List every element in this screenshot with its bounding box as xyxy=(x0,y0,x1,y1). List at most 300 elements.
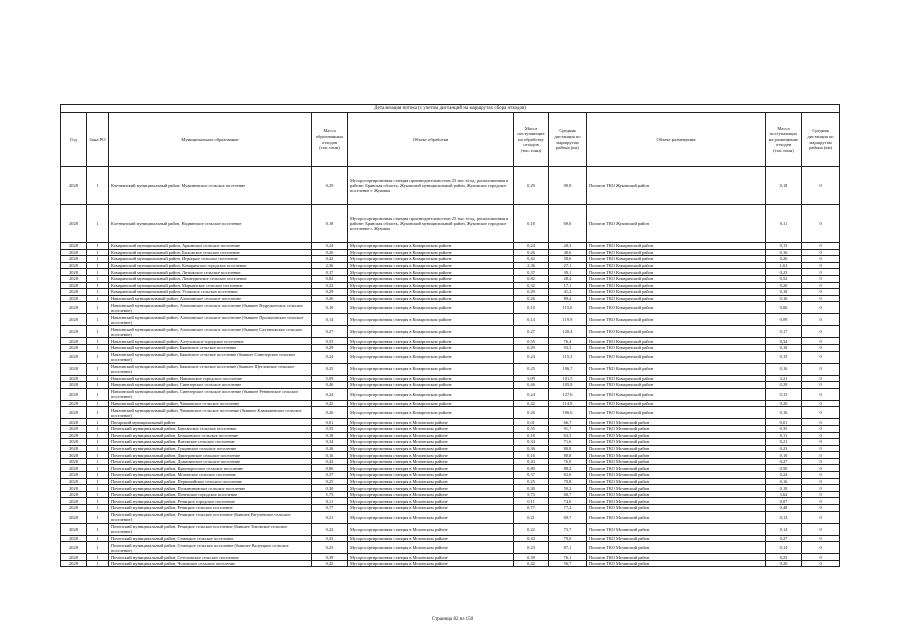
cell-disposal-facility: Полигон ТКО Комаричский район xyxy=(587,249,766,256)
cell-processing-distance: 74,0 xyxy=(549,498,587,505)
cell-processing-distance: 76,1 xyxy=(549,554,587,561)
cell-municipality: Навлинский муниципальный район, Алешинское сельское поселение (бывшее Пролысовское сельское поселение) xyxy=(109,314,312,326)
table-row xyxy=(61,560,840,567)
cell-disposal-distance: 0 xyxy=(802,407,840,419)
table-row xyxy=(61,256,840,263)
cell-processing-distance: 91,7 xyxy=(549,425,587,432)
cell-disposal-mass: 3,21 xyxy=(766,375,802,382)
cell-processing-facility: Мусоросортировочная станция в Мглинском районе xyxy=(348,511,514,523)
cell-year: 2028 xyxy=(61,295,87,302)
cell-processing-facility: Мусоросортировочная станция в Комаричском районе xyxy=(348,363,514,375)
cell-zone: 1 xyxy=(87,498,109,505)
table-row xyxy=(61,289,840,296)
page-number: Страница 82 из 150 xyxy=(431,617,474,622)
cell-generated-mass: 0,42 xyxy=(312,400,348,407)
table-row xyxy=(61,523,840,535)
cell-processing-facility: Мусоросортировочная станция в Мглинском районе xyxy=(348,458,514,465)
cell-processing-mass: 0,32 xyxy=(514,282,549,289)
table-row xyxy=(61,439,840,446)
cell-processing-facility: Мусоросортировочная станция в Комаричском районе xyxy=(348,326,514,338)
table-row xyxy=(61,432,840,439)
cell-processing-mass: 0,26 xyxy=(514,295,549,302)
cell-disposal-distance: 0 xyxy=(802,205,840,243)
cell-year: 2028 xyxy=(61,452,87,459)
cell-generated-mass: 0,10 xyxy=(312,302,348,314)
cell-processing-mass: 0,24 xyxy=(514,388,549,400)
cell-year: 2028 xyxy=(61,167,87,205)
cell-generated-mass: 0,25 xyxy=(312,363,348,375)
table-row xyxy=(61,400,840,407)
cell-generated-mass: 0,29 xyxy=(312,167,348,205)
cell-disposal-facility: Полигон ТКО Комаричский район xyxy=(587,275,766,282)
cell-generated-mass: 0,43 xyxy=(312,535,348,542)
cell-processing-mass: 0,55 xyxy=(514,425,549,432)
cell-year: 2028 xyxy=(61,314,87,326)
cell-generated-mass: 0,11 xyxy=(312,498,348,505)
cell-processing-distance: 90,9 xyxy=(549,167,587,205)
cell-year: 2028 xyxy=(61,523,87,535)
cell-disposal-distance: 0 xyxy=(802,419,840,426)
cell-municipality: Почепский муниципальный район, Речицкое городское поселение xyxy=(109,498,312,505)
cell-year: 2028 xyxy=(61,491,87,498)
cell-processing-distance: 56,7 xyxy=(549,560,587,567)
cell-disposal-mass: 0,27 xyxy=(766,535,802,542)
table-row xyxy=(61,375,840,382)
cell-disposal-mass: 1,61 xyxy=(766,262,802,269)
cell-disposal-mass: 0,07 xyxy=(766,498,802,505)
cell-disposal-mass: 0,13 xyxy=(766,511,802,523)
cell-year: 2028 xyxy=(61,388,87,400)
table-row xyxy=(61,465,840,472)
cell-municipality: Почепский муниципальный район, Доманичское сельское поселение xyxy=(109,458,312,465)
flow-detail-sheet xyxy=(60,104,839,567)
cell-disposal-mass: 0,19 xyxy=(766,485,802,492)
cell-disposal-mass: 0,48 xyxy=(766,505,802,512)
table-row xyxy=(61,458,840,465)
cell-zone: 1 xyxy=(87,478,109,485)
cell-processing-mass: 0,30 xyxy=(514,485,549,492)
cell-municipality: Комаричский муниципальный район, Усожское сельское поселение xyxy=(109,289,312,296)
cell-disposal-facility: Полигон ТКО Мглинский район xyxy=(587,560,766,567)
cell-generated-mass: 0,36 xyxy=(312,445,348,452)
cell-zone: 1 xyxy=(87,289,109,296)
cell-processing-mass: 0,23 xyxy=(514,542,549,554)
cell-disposal-mass: 0,06 xyxy=(766,302,802,314)
cell-disposal-distance: 0 xyxy=(802,465,840,472)
cell-processing-facility: Мусоросортировочная станция в Мглинском районе xyxy=(348,439,514,446)
cell-processing-mass: 0,29 xyxy=(514,344,549,351)
cell-municipality: Навлинский муниципальный район, Синезерское сельское поселение (бывшее Ревнинское сельское поселение) xyxy=(109,388,312,400)
cell-generated-mass: 0,77 xyxy=(312,505,348,512)
cell-processing-facility: Мусоросортировочная станция производительностью 25 тыс.т/год, расположенная в районе: Брянская область, Жуковский муниципальный район, Жуковское городское поселение г. Жуковка xyxy=(348,167,514,205)
cell-processing-mass: 5,09 xyxy=(514,375,549,382)
cell-municipality: Почепский муниципальный район, Витовское сельское поселение xyxy=(109,439,312,446)
cell-municipality: Клетнянский муниципальный район, Надвинское сельское поселение xyxy=(109,205,312,243)
cell-disposal-facility: Полигон ТКО Комаричский район xyxy=(587,302,766,314)
cell-zone: 1 xyxy=(87,282,109,289)
cell-processing-distance: 28,3 xyxy=(549,243,587,250)
cell-disposal-facility: Полигон ТКО Мглинский район xyxy=(587,452,766,459)
cell-municipality: Навлинский муниципальный район, Синезерское сельское поселение xyxy=(109,382,312,389)
table-row xyxy=(61,554,840,561)
cell-municipality: Навлинский муниципальный район, Алешинское сельское поселение (бывшее Салтановское сельское поселение) xyxy=(109,326,312,338)
cell-disposal-facility: Полигон ТКО Мглинский район xyxy=(587,498,766,505)
table-row xyxy=(61,167,840,205)
cell-disposal-facility: Полигон ТКО Мглинский район xyxy=(587,478,766,485)
cell-year: 2028 xyxy=(61,511,87,523)
cell-year: 2028 xyxy=(61,338,87,345)
table-row xyxy=(61,472,840,479)
cell-zone: 1 xyxy=(87,382,109,389)
cell-processing-mass: 0,24 xyxy=(514,243,549,250)
cell-processing-distance: 105,8 xyxy=(549,382,587,389)
cell-disposal-facility: Полигон ТКО Комаричский район xyxy=(587,282,766,289)
cell-processing-distance: 87,1 xyxy=(549,542,587,554)
cell-processing-mass: 0,36 xyxy=(514,445,549,452)
table-row xyxy=(61,535,840,542)
cell-disposal-mass: 0,24 xyxy=(766,472,802,479)
cell-disposal-mass: 0,23 xyxy=(766,269,802,276)
cell-processing-distance: 119,9 xyxy=(549,314,587,326)
cell-processing-distance: 106,7 xyxy=(549,363,587,375)
cell-processing-mass: 0,82 xyxy=(514,275,549,282)
cell-disposal-facility: Полигон ТКО Комаричский район xyxy=(587,295,766,302)
cell-disposal-mass: 0,15 xyxy=(766,351,802,363)
cell-zone: 1 xyxy=(87,542,109,554)
cell-generated-mass: 0,16 xyxy=(312,452,348,459)
cell-zone: 1 xyxy=(87,295,109,302)
cell-year: 2028 xyxy=(61,375,87,382)
cell-processing-facility: Мусоросортировочная станция в Мглинском районе xyxy=(348,465,514,472)
cell-zone: 1 xyxy=(87,485,109,492)
cell-year: 2028 xyxy=(61,269,87,276)
cell-processing-facility: Мусоросортировочная станция в Мглинском районе xyxy=(348,523,514,535)
cell-processing-distance: 80,8 xyxy=(549,452,587,459)
cell-disposal-distance: 0 xyxy=(802,511,840,523)
cell-generated-mass: 0,14 xyxy=(312,314,348,326)
cell-disposal-facility: Полигон ТКО Комаричский район xyxy=(587,269,766,276)
cell-disposal-distance: 0 xyxy=(802,282,840,289)
cell-disposal-distance: 0 xyxy=(802,269,840,276)
cell-processing-facility: Мусоросортировочная станция в Комаричском районе xyxy=(348,338,514,345)
cell-processing-mass: 0,10 xyxy=(514,302,549,314)
cell-disposal-distance: 0 xyxy=(802,363,840,375)
table-row xyxy=(61,505,840,512)
cell-processing-facility: Мусоросортировочная станция в Комаричском районе xyxy=(348,407,514,419)
cell-year: 2028 xyxy=(61,249,87,256)
cell-zone: 1 xyxy=(87,314,109,326)
cell-processing-mass: 0,18 xyxy=(514,432,549,439)
cell-processing-distance: 40,6 xyxy=(549,249,587,256)
cell-zone: 1 xyxy=(87,505,109,512)
cell-processing-mass: 0,14 xyxy=(514,314,549,326)
cell-processing-distance: 120,4 xyxy=(549,326,587,338)
cell-processing-distance: 101,5 xyxy=(549,375,587,382)
cell-municipality: Навлинский муниципальный район, Алешинское сельское поселение (бывшее Вздруженское сельское поселение) xyxy=(109,302,312,314)
cell-disposal-mass: 0,23 xyxy=(766,445,802,452)
cell-generated-mass: 0,42 xyxy=(312,560,348,567)
cell-disposal-mass: 0,26 xyxy=(766,560,802,567)
cell-generated-mass: 0,46 xyxy=(312,382,348,389)
cell-zone: 1 xyxy=(87,269,109,276)
cell-disposal-mass: 0,11 xyxy=(766,432,802,439)
cell-generated-mass: 0,24 xyxy=(312,388,348,400)
cell-processing-facility: Мусоросортировочная станция в Комаричском районе xyxy=(348,295,514,302)
cell-year: 2028 xyxy=(61,554,87,561)
cell-processing-distance: 77,2 xyxy=(549,505,587,512)
cell-disposal-mass: 0,17 xyxy=(766,326,802,338)
cell-zone: 1 xyxy=(87,249,109,256)
cell-municipality: Комаричский муниципальный район, Лопандинское сельское поселение xyxy=(109,275,312,282)
header-generated-mass: Масса образованных отходов (тыс.тонн) xyxy=(312,113,348,167)
cell-processing-distance: 106,6 xyxy=(549,407,587,419)
cell-disposal-facility: Полигон ТКО Мглинский район xyxy=(587,432,766,439)
cell-zone: 1 xyxy=(87,472,109,479)
cell-processing-facility: Мусоросортировочная станция в Комаричском районе xyxy=(348,275,514,282)
table-row xyxy=(61,542,840,554)
cell-processing-facility: Мусоросортировочная станция в Мглинском районе xyxy=(348,478,514,485)
cell-municipality: Комаричский муниципальный район, Игрицкое сельское поселение xyxy=(109,256,312,263)
cell-zone: 1 xyxy=(87,275,109,282)
cell-processing-mass: 0,43 xyxy=(514,535,549,542)
cell-disposal-facility: Полигон ТКО Мглинский район xyxy=(587,472,766,479)
cell-processing-distance: 27,1 xyxy=(549,262,587,269)
cell-year: 2028 xyxy=(61,445,87,452)
cell-disposal-mass: 0,26 xyxy=(766,256,802,263)
header-municipality: Муниципальное образование xyxy=(109,113,312,167)
cell-disposal-mass: 0,16 xyxy=(766,363,802,375)
cell-disposal-facility: Полигон ТКО Мглинский район xyxy=(587,485,766,492)
cell-generated-mass: 0,82 xyxy=(312,275,348,282)
cell-processing-distance: 70,8 xyxy=(549,478,587,485)
cell-disposal-mass: 0,14 xyxy=(766,523,802,535)
cell-processing-facility: Мусоросортировочная станция в Комаричском районе xyxy=(348,269,514,276)
cell-generated-mass: 0,26 xyxy=(312,249,348,256)
cell-processing-facility: Мусоросортировочная станция в Мглинском районе xyxy=(348,542,514,554)
cell-processing-distance: 79,0 xyxy=(549,535,587,542)
cell-disposal-mass: 0,15 xyxy=(766,388,802,400)
cell-processing-distance: 68,7 xyxy=(549,491,587,498)
cell-processing-facility: Мусоросортировочная станция в Мглинском районе xyxy=(348,452,514,459)
cell-disposal-mass: 0,14 xyxy=(766,542,802,554)
table-row xyxy=(61,511,840,523)
cell-processing-facility: Мусоросортировочная станция в Комаричском районе xyxy=(348,256,514,263)
cell-municipality: Почепский муниципальный район, Гущинское сельское поселение xyxy=(109,445,312,452)
cell-disposal-distance: 0 xyxy=(802,351,840,363)
cell-year: 2028 xyxy=(61,382,87,389)
cell-disposal-distance: 0 xyxy=(802,243,840,250)
cell-disposal-distance: 0 xyxy=(802,452,840,459)
cell-generated-mass: 0,29 xyxy=(312,344,348,351)
cell-generated-mass: 0,26 xyxy=(312,295,348,302)
cell-municipality: Почепский муниципальный район, Почепское городское поселение xyxy=(109,491,312,498)
cell-generated-mass: 0,27 xyxy=(312,326,348,338)
table-row xyxy=(61,351,840,363)
cell-disposal-facility: Полигон ТКО Комаричский район xyxy=(587,256,766,263)
cell-disposal-facility: Полигон ТКО Комаричский район xyxy=(587,400,766,407)
cell-zone: 1 xyxy=(87,511,109,523)
cell-municipality: Комаричский муниципальный район, Комаричское городское поселение xyxy=(109,262,312,269)
cell-disposal-distance: 0 xyxy=(802,485,840,492)
cell-year: 2028 xyxy=(61,275,87,282)
cell-processing-distance: 39,1 xyxy=(549,269,587,276)
table-row xyxy=(61,243,840,250)
cell-processing-mass: 0,37 xyxy=(514,472,549,479)
cell-municipality: Почепский муниципальный район, Чоповское сельское поселение xyxy=(109,560,312,567)
cell-year: 2028 xyxy=(61,542,87,554)
cell-processing-mass: 0,24 xyxy=(514,351,549,363)
cell-year: 2028 xyxy=(61,351,87,363)
cell-processing-facility: Мусоросортировочная станция в Комаричском районе xyxy=(348,282,514,289)
cell-year: 2028 xyxy=(61,282,87,289)
cell-processing-distance: 115,3 xyxy=(549,351,587,363)
cell-disposal-facility: Полигон ТКО Комаричский район xyxy=(587,262,766,269)
cell-disposal-facility: Полигон ТКО Комаричский район xyxy=(587,375,766,382)
cell-generated-mass: 0,24 xyxy=(312,351,348,363)
cell-disposal-distance: 0 xyxy=(802,314,840,326)
cell-generated-mass: 0,25 xyxy=(312,478,348,485)
table-row xyxy=(61,363,840,375)
cell-processing-mass: 0,42 xyxy=(514,560,549,567)
cell-processing-mass: 0,39 xyxy=(514,554,549,561)
cell-processing-facility: Мусоросортировочная станция в Мглинском районе xyxy=(348,560,514,567)
cell-year: 2028 xyxy=(61,419,87,426)
cell-processing-distance: 75,7 xyxy=(549,523,587,535)
cell-processing-facility: Мусоросортировочная станция в Комаричском районе xyxy=(348,249,514,256)
cell-disposal-distance: 0 xyxy=(802,326,840,338)
cell-year: 2028 xyxy=(61,505,87,512)
cell-generated-mass: 0,80 xyxy=(312,465,348,472)
cell-year: 2028 xyxy=(61,432,87,439)
cell-processing-facility: Мусоросортировочная станция в Мглинском районе xyxy=(348,472,514,479)
cell-processing-distance: 63,5 xyxy=(549,432,587,439)
cell-municipality: Почепский муниципальный район, Полыниновское сельское поселение xyxy=(109,485,312,492)
cell-municipality: Почепский муниципальный район, Дмитровское сельское поселение xyxy=(109,452,312,459)
cell-generated-mass: 0,24 xyxy=(312,243,348,250)
cell-processing-mass: 0,43 xyxy=(514,458,549,465)
table-row xyxy=(61,491,840,498)
cell-generated-mass: 0,43 xyxy=(312,458,348,465)
cell-year: 2028 xyxy=(61,498,87,505)
cell-zone: 1 xyxy=(87,407,109,419)
cell-processing-distance: 17,1 xyxy=(549,282,587,289)
table-row xyxy=(61,205,840,243)
cell-generated-mass: 0,37 xyxy=(312,472,348,479)
cell-zone: 1 xyxy=(87,432,109,439)
cell-processing-facility: Мусоросортировочная станция в Мглинском районе xyxy=(348,535,514,542)
cell-zone: 1 xyxy=(87,523,109,535)
cell-disposal-distance: 0 xyxy=(802,445,840,452)
cell-disposal-facility: Полигон ТКО Мглинский район xyxy=(587,458,766,465)
cell-zone: 1 xyxy=(87,262,109,269)
cell-year: 2028 xyxy=(61,302,87,314)
cell-processing-mass: 0,26 xyxy=(514,407,549,419)
table-row xyxy=(61,269,840,276)
cell-disposal-facility: Полигон ТКО Комаричский район xyxy=(587,243,766,250)
cell-zone: 1 xyxy=(87,535,109,542)
table-row xyxy=(61,419,840,426)
cell-disposal-mass: 0,27 xyxy=(766,458,802,465)
cell-generated-mass: 0,18 xyxy=(312,205,348,243)
cell-disposal-distance: 0 xyxy=(802,472,840,479)
cell-zone: 1 xyxy=(87,302,109,314)
cell-zone: 1 xyxy=(87,256,109,263)
cell-disposal-facility: Полигон ТКО Мглинский район xyxy=(587,511,766,523)
table-row xyxy=(61,388,840,400)
cell-disposal-distance: 0 xyxy=(802,458,840,465)
cell-disposal-facility: Полигон ТКО Комаричский район xyxy=(587,314,766,326)
cell-municipality: Навлинский муниципальный район, Бяковское сельское поселение (бывшее Щегловское сельское поселение) xyxy=(109,363,312,375)
cell-disposal-mass: 0,25 xyxy=(766,554,802,561)
cell-processing-facility: Мусоросортировочная станция в Мглинском районе xyxy=(348,425,514,432)
cell-processing-mass: 0,29 xyxy=(514,167,549,205)
cell-municipality: Почепский муниципальный район, Мглинское сельское поселение xyxy=(109,472,312,479)
cell-disposal-facility: Полигон ТКО Мглинский район xyxy=(587,465,766,472)
cell-year: 2028 xyxy=(61,407,87,419)
cell-processing-distance: 66,7 xyxy=(549,419,587,426)
cell-processing-mass: 0,34 xyxy=(514,439,549,446)
cell-processing-distance: 127,6 xyxy=(549,388,587,400)
cell-year: 2028 xyxy=(61,326,87,338)
cell-municipality: Навлинский муниципальный район, Чичковское сельское поселение xyxy=(109,400,312,407)
cell-disposal-facility: Полигон ТКО Жуковский район xyxy=(587,205,766,243)
cell-municipality: Комаричский муниципальный район, Аркинское сельское поселение xyxy=(109,243,312,250)
cell-processing-distance: 69,0 xyxy=(549,205,587,243)
cell-disposal-facility: Полигон ТКО Комаричский район xyxy=(587,326,766,338)
cell-disposal-mass: 0,16 xyxy=(766,249,802,256)
cell-municipality: Почепский муниципальный район, Семецкое сельское поселение (бывшее Валуецкое сельское поселение) xyxy=(109,542,312,554)
table-row xyxy=(61,344,840,351)
cell-generated-mass: 0,37 xyxy=(312,269,348,276)
cell-disposal-distance: 0 xyxy=(802,535,840,542)
cell-processing-distance: 69,7 xyxy=(549,511,587,523)
cell-year: 2028 xyxy=(61,289,87,296)
cell-processing-distance: 80,8 xyxy=(549,445,587,452)
cell-disposal-mass: 0,21 xyxy=(766,439,802,446)
cell-processing-facility: Мусоросортировочная станция в Мглинском районе xyxy=(348,554,514,561)
cell-municipality: Навлинский муниципальный район, Бяковское сельское поселение (бывшее Синезерское сельское поселение) xyxy=(109,351,312,363)
cell-disposal-facility: Полигон ТКО Комаричский район xyxy=(587,338,766,345)
cell-municipality: Навлинский муниципальный район, Чичковское сельское поселение (бывшее Клюковенское сельское поселение) xyxy=(109,407,312,419)
cell-processing-facility: Мусоросортировочная станция в Комаричском районе xyxy=(348,344,514,351)
cell-processing-mass: 0,21 xyxy=(514,511,549,523)
table-row xyxy=(61,425,840,432)
cell-disposal-mass: 0,26 xyxy=(766,400,802,407)
cell-municipality: Навлинский муниципальный район, Навлинское городское поселение xyxy=(109,375,312,382)
cell-processing-distance: 89,4 xyxy=(549,295,587,302)
header-processing-mass: Масса поступающих на обработку отходов (тыс.тонн) xyxy=(514,113,549,167)
table-body xyxy=(61,167,840,567)
cell-municipality: Навлинский муниципальный район, Алтуховское городское поселение xyxy=(109,338,312,345)
cell-disposal-distance: 0 xyxy=(802,425,840,432)
cell-processing-mass: 0,42 xyxy=(514,256,549,263)
cell-disposal-facility: Полигон ТКО Жуковский район xyxy=(587,167,766,205)
cell-year: 2028 xyxy=(61,478,87,485)
table-row xyxy=(61,262,840,269)
table-row xyxy=(61,485,840,492)
cell-processing-mass: 0,01 xyxy=(514,419,549,426)
table-row xyxy=(61,407,840,419)
cell-disposal-facility: Полигон ТКО Комаричский район xyxy=(587,344,766,351)
cell-processing-distance: 76,4 xyxy=(549,338,587,345)
cell-processing-distance: 58,6 xyxy=(549,256,587,263)
cell-disposal-mass: 0,52 xyxy=(766,275,802,282)
cell-zone: 1 xyxy=(87,326,109,338)
cell-disposal-facility: Полигон ТКО Комаричский район xyxy=(587,382,766,389)
cell-disposal-mass: 0,01 xyxy=(766,419,802,426)
cell-generated-mass: 2,36 xyxy=(312,262,348,269)
cell-municipality: Почепский муниципальный район, Краснорогское сельское поселение xyxy=(109,465,312,472)
